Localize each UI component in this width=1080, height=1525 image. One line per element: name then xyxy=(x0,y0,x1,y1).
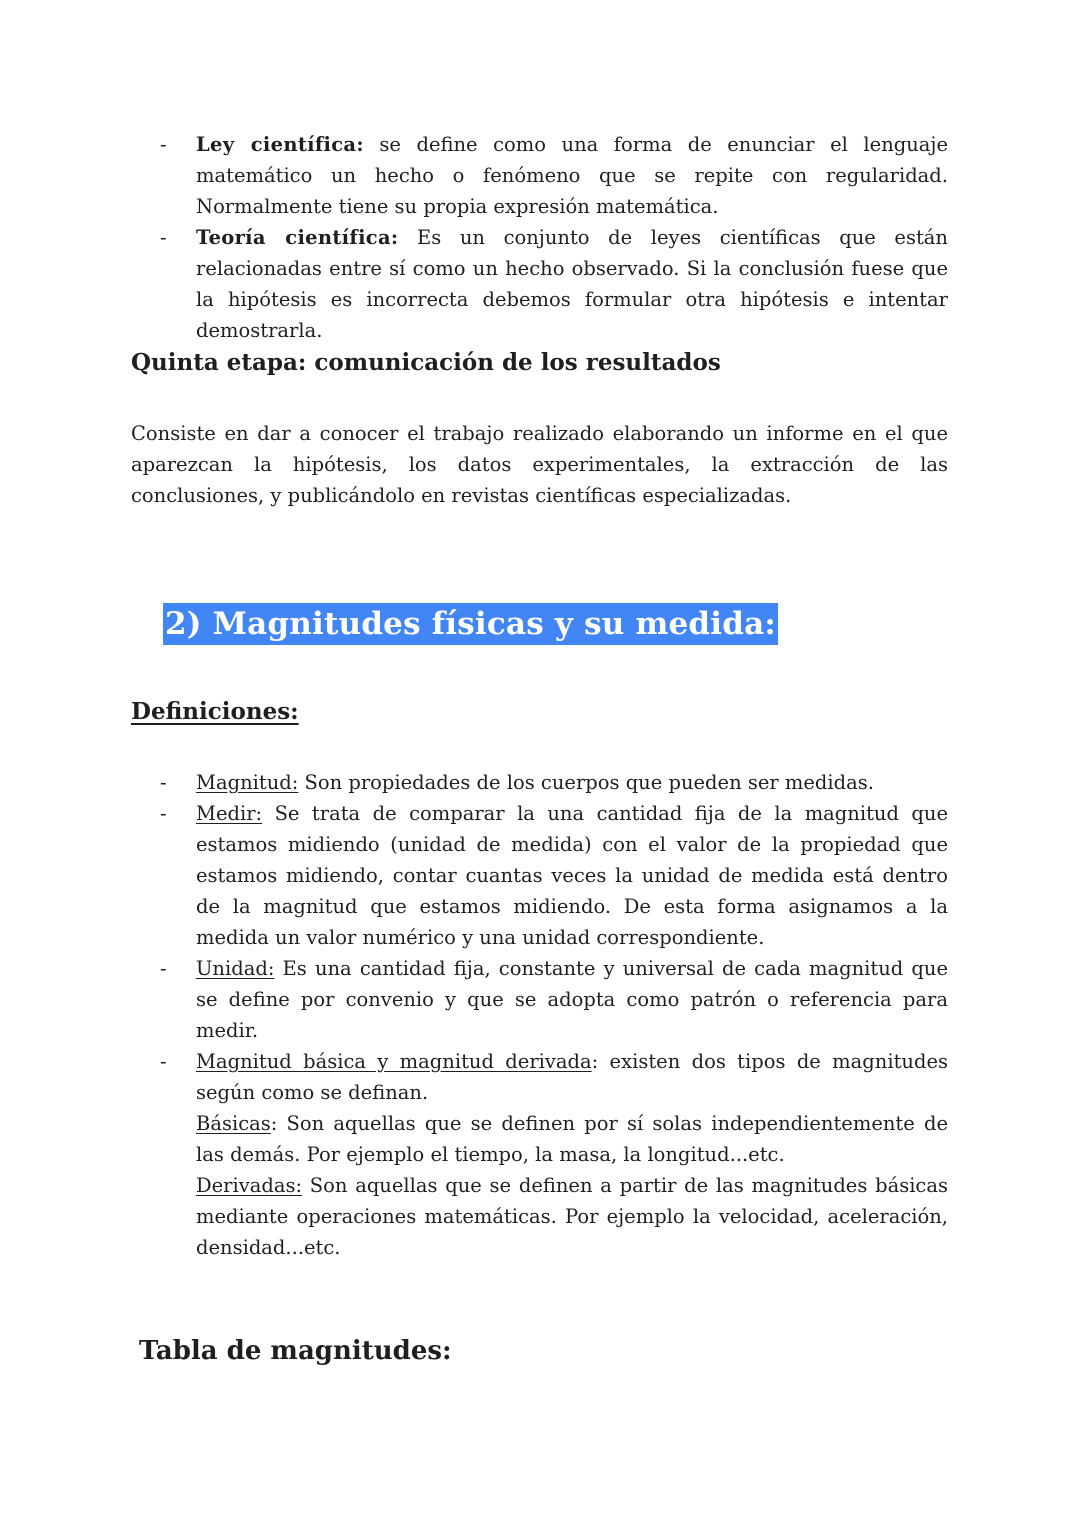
list-item-medir xyxy=(160,798,948,953)
term-magnitud: Magnitud: xyxy=(196,771,299,794)
list-item-ley-cientifica xyxy=(160,129,948,222)
stage5-paragraph: Consiste en dar a conocer el trabajo realizado elaborando un informe en el que aparezcan la hipótesis, los datos experimentales, la extracción de las conclusiones, y publicándolo en revistas científicas especializadas. xyxy=(131,422,948,507)
bullet-dash: - xyxy=(160,957,167,980)
definition-teoria-cientifica: Es un conjunto de leyes científicas que están relacionadas entre sí como un hecho observado. Si la conclusión fuese que la hipótesis es incorrecta debemos formular otra hipótesis e intentar demostrarla. xyxy=(196,226,948,342)
scientific-terms-list xyxy=(160,129,948,346)
definition-basicas: : Son aquellas que se definen por sí solas independientemente de las demás. Por ejemplo el tiempo, la masa, la longitud...etc. xyxy=(196,1112,948,1166)
definition-magnitud: Son propiedades de los cuerpos que pueden ser medidas. xyxy=(298,771,874,794)
term-ley-cientifica: Ley científica: xyxy=(196,133,364,156)
stage5-heading: Quinta etapa: comunicación de los resultados xyxy=(131,349,721,376)
term-unidad: Unidad: xyxy=(196,957,275,980)
term-teoria-cientifica: Teoría científica: xyxy=(196,226,399,249)
definition-magnitud-basica-derivada: : existen dos tipos de magnitudes según como se definan. xyxy=(196,1050,949,1104)
definition-unidad: Es una cantidad fija, constante y universal de cada magnitud que se define por convenio y que se adopta como patrón o referencia para medir. xyxy=(196,957,948,1042)
table-heading: Tabla de magnitudes: xyxy=(139,1336,452,1366)
bullet-dash: - xyxy=(160,226,167,249)
bullet-dash: - xyxy=(160,771,167,794)
list-item-magnitud xyxy=(160,767,948,798)
definition-derivadas: Son aquellas que se definen a partir de las magnitudes básicas mediante operaciones matemáticas. Por ejemplo la velocidad, aceleración, densidad...etc. xyxy=(196,1174,948,1259)
term-derivadas: Derivadas: xyxy=(196,1174,303,1197)
section2-heading: 2) Magnitudes físicas y su medida: xyxy=(163,603,778,645)
term-basicas: Básicas xyxy=(196,1112,271,1135)
list-item-unidad xyxy=(160,953,948,1046)
bullet-dash: - xyxy=(160,1050,167,1073)
term-medir: Medir: xyxy=(196,802,263,825)
definition-ley-cientifica: se define como una forma de enunciar el lenguaje matemático un hecho o fenómeno que se repite con regularidad. Normalmente tiene su propia expresión matemática. xyxy=(196,133,949,218)
bullet-dash: - xyxy=(160,133,167,156)
definitions-list xyxy=(160,767,948,1263)
definitions-heading: Definiciones: xyxy=(131,698,299,725)
bullet-dash: - xyxy=(160,802,167,825)
term-magnitud-basica-derivada: Magnitud básica y magnitud derivada xyxy=(196,1050,592,1073)
list-item-teoria-cientifica xyxy=(160,222,948,346)
definition-medir: Se trata de comparar la una cantidad fija de la magnitud que estamos midiendo (unidad de medida) con el valor de la propiedad que estamos midiendo, contar cuantas veces la unidad de medida está dentro de la magnitud que estamos midiendo. De esta forma asignamos a la medida un valor numérico y una unidad correspondiente. xyxy=(196,802,948,949)
list-item-magnitud-basica-derivada xyxy=(160,1046,948,1263)
